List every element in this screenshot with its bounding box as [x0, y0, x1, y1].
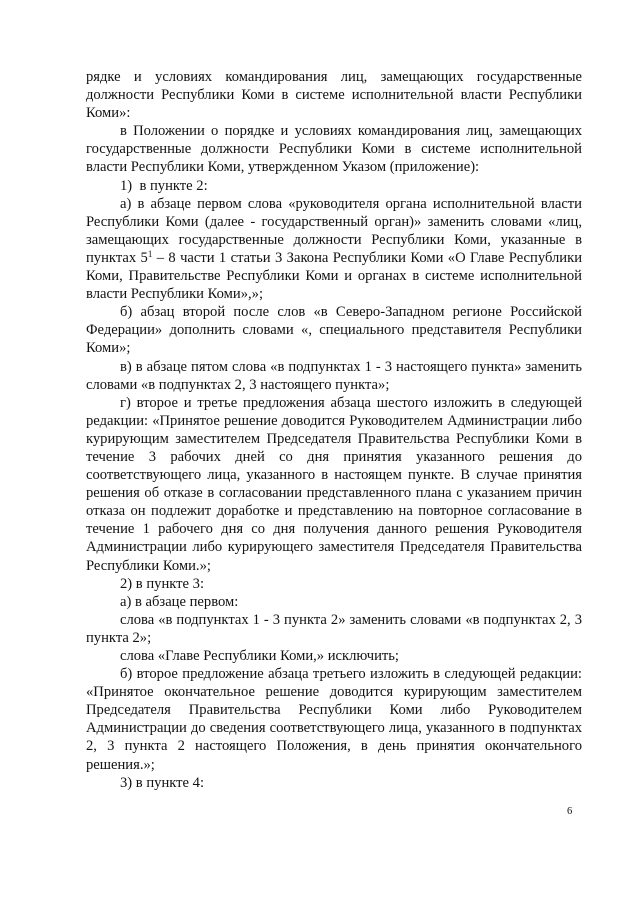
paragraph-7: г) второе и третье предложения абзаца шестого изложить в следующей редакции: «Принятое решение доводится Руководителем Администрации либо курирующим заместителем Председателя Правительства Республики Коми в течение 3 рабочих дней со дня принятия указанного решения до соответствующего лица, указанного в настоящем пункте. В случае принятия решения об отказе в согласовании представленного плана с указанием причин отказа он подлежит доработке и представлению на повторное согласование в течение 1 рабочего дня со дня получения данного решения Руководителя Администрации либо курирующего заместителя Председателя Правительства Республики Коми.»; [86, 394, 582, 574]
paragraph-4-superscript: 1 [147, 248, 153, 259]
paragraph-13: 3) в пункте 4: [120, 774, 205, 791]
page-number: 6 [567, 806, 573, 817]
paragraph-4-text: а) в абзаце первом слова «руководителя органа исполнительной власти Республики Коми (далее - государственный орган)» заменить словами «лиц, замещающих государственные должности Республики Коми, указанные в пунктах 5 [86, 195, 582, 266]
document-body [86, 68, 582, 792]
paragraph-6: в) в абзаце пятом слова «в подпунктах 1 - 3 настоящего пункта» заменить словами «в подпунктах 2, 3 настоящего пункта»; [86, 358, 582, 393]
paragraph-8: 2) в пункте 3: [120, 575, 205, 592]
paragraph-1: рядке и условиях командирования лиц, замещающих государственные должности Республики Коми в системе исполнительной власти Республики Коми»: [86, 69, 582, 122]
paragraph-9: а) в абзаце первом: [120, 593, 239, 610]
paragraph-4 [86, 195, 582, 304]
paragraph-4-text-after: – 8 части 1 статьи 3 Закона Республики Коми «О Главе Республики Коми, Правительстве Республики Коми и органах в системе исполнительной власти Республики Коми»,»; [86, 249, 582, 303]
paragraph-11: слова «Главе Республики Коми,» исключить; [120, 648, 399, 664]
paragraph-12: б) второе предложение абзаца третьего изложить в следующей редакции: «Принятое окончательное решение доводится курирующим заместителем Председателя Правительства Республики Коми либо Руководителем Администрации до сведения соответствующего лица, указанного в подпунктах 2, 3 пункта 2 настоящего Положения, в день принятия окончательного решения.»; [86, 666, 582, 773]
paragraph-3: 1) в пункте 2: [120, 177, 208, 194]
paragraph-2: в Положении о порядке и условиях командирования лиц, замещающих государственные должности Республики Коми в системе исполнительной власти Республики Коми, утвержденном Указом (приложение): [86, 123, 582, 176]
paragraph-10: слова «в подпунктах 1 - 3 пункта 2» заменить словами «в подпунктах 2, 3 пункта 2»; [86, 611, 582, 646]
paragraph-5: б) абзац второй после слов «в Северо-Западном регионе Российской Федерации» дополнить словами «, специального представителя Республики Коми»; [86, 304, 582, 357]
